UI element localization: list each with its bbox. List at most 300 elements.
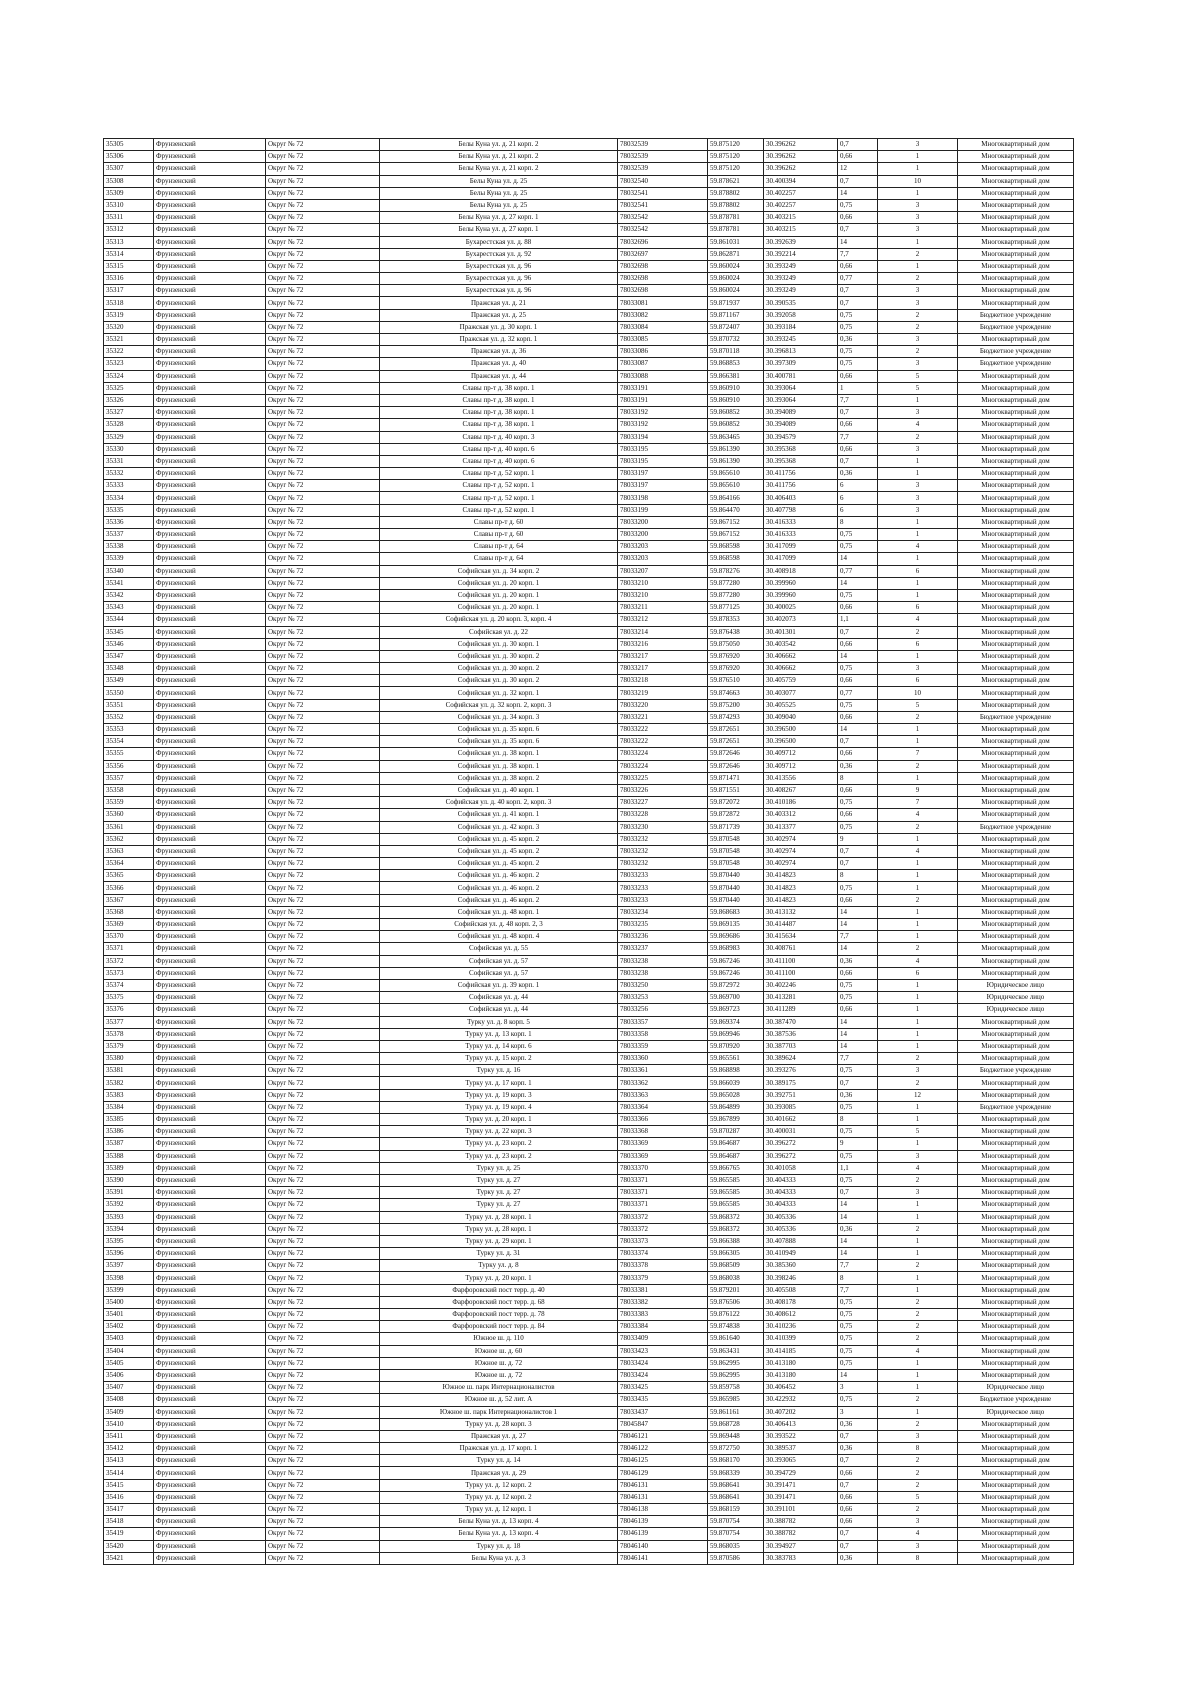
cell-object-type: Многоквартирный дом [958, 1211, 1074, 1223]
cell-district: Фрунзенский [154, 919, 266, 931]
cell-latitude: 59.870548 [708, 833, 764, 845]
cell-address: Турку ул. д. 15 корп. 2 [380, 1053, 618, 1065]
cell-address: Турку ул. д. 27 [380, 1187, 618, 1199]
table-row [104, 979, 1074, 991]
cell-longitude: 30.393276 [764, 1065, 838, 1077]
cell-row-number: 35305 [104, 139, 154, 151]
cell-okrug: Округ № 72 [266, 1479, 380, 1491]
cell-rate: 0,7 [838, 626, 878, 638]
cell-okrug: Округ № 72 [266, 492, 380, 504]
cell-district: Фрунзенский [154, 1138, 266, 1150]
cell-rate: 6 [838, 480, 878, 492]
cell-code: 78033216 [618, 638, 708, 650]
table-row [104, 650, 1074, 662]
cell-longitude: 30.396262 [764, 163, 838, 175]
cell-okrug: Округ № 72 [266, 760, 380, 772]
cell-count: 3 [878, 1150, 958, 1162]
cell-code: 78033228 [618, 809, 708, 821]
cell-rate: 0,75 [838, 797, 878, 809]
cell-code: 78033409 [618, 1333, 708, 1345]
table-row [104, 1211, 1074, 1223]
table-row [104, 480, 1074, 492]
cell-okrug: Округ № 72 [266, 1223, 380, 1235]
cell-code: 78033250 [618, 979, 708, 991]
cell-count: 2 [878, 1333, 958, 1345]
cell-address: Софийская ул. д. 44 [380, 1004, 618, 1016]
cell-longitude: 30.394579 [764, 431, 838, 443]
cell-rate: 8 [838, 772, 878, 784]
cell-longitude: 30.383783 [764, 1552, 838, 1564]
cell-longitude: 30.406403 [764, 492, 838, 504]
cell-okrug: Округ № 72 [266, 1491, 380, 1503]
cell-longitude: 30.393065 [764, 1455, 838, 1467]
cell-okrug: Округ № 72 [266, 931, 380, 943]
cell-latitude: 59.861390 [708, 455, 764, 467]
cell-address: Пражская ул. д. 25 [380, 309, 618, 321]
cell-rate: 0,75 [838, 882, 878, 894]
cell-okrug: Округ № 72 [266, 1150, 380, 1162]
cell-code: 78033224 [618, 760, 708, 772]
cell-okrug: Округ № 72 [266, 1382, 380, 1394]
cell-address: Турку ул. д. 25 [380, 1162, 618, 1174]
cell-object-type: Многоквартирный дом [958, 784, 1074, 796]
cell-district: Фрунзенский [154, 1552, 266, 1564]
cell-address: Турку ул. д. 8 корп. 5 [380, 1016, 618, 1028]
cell-row-number: 35410 [104, 1418, 154, 1430]
table-row [104, 1406, 1074, 1418]
cell-address: Пражская ул. д. 21 [380, 297, 618, 309]
cell-okrug: Округ № 72 [266, 1528, 380, 1540]
table-row [104, 1260, 1074, 1272]
cell-row-number: 35352 [104, 711, 154, 723]
cell-okrug: Округ № 72 [266, 1248, 380, 1260]
cell-row-number: 35416 [104, 1491, 154, 1503]
cell-address: Славы пр-т д. 64 [380, 541, 618, 553]
cell-longitude: 30.410236 [764, 1321, 838, 1333]
cell-rate: 14 [838, 236, 878, 248]
cell-latitude: 59.869723 [708, 1004, 764, 1016]
cell-code: 78033361 [618, 1065, 708, 1077]
cell-row-number: 35372 [104, 955, 154, 967]
cell-row-number: 35407 [104, 1382, 154, 1394]
cell-rate: 0,36 [838, 468, 878, 480]
cell-longitude: 30.413132 [764, 906, 838, 918]
table-row [104, 931, 1074, 943]
cell-count: 2 [878, 1504, 958, 1516]
cell-code: 78046122 [618, 1443, 708, 1455]
cell-object-type: Многоквартирный дом [958, 614, 1074, 626]
cell-latitude: 59.860910 [708, 394, 764, 406]
cell-latitude: 59.860024 [708, 260, 764, 272]
cell-row-number: 35397 [104, 1260, 154, 1272]
cell-rate: 0,36 [838, 1223, 878, 1235]
cell-code: 78046141 [618, 1552, 708, 1564]
cell-code: 78032698 [618, 260, 708, 272]
cell-code: 78033218 [618, 675, 708, 687]
table-row [104, 358, 1074, 370]
cell-code: 78033372 [618, 1223, 708, 1235]
cell-longitude: 30.406662 [764, 650, 838, 662]
cell-latitude: 59.861640 [708, 1333, 764, 1345]
cell-object-type: Многоквартирный дом [958, 504, 1074, 516]
cell-address: Пражская ул. д. 17 корп. 1 [380, 1443, 618, 1455]
cell-object-type: Многоквартирный дом [958, 1016, 1074, 1028]
cell-longitude: 30.398246 [764, 1272, 838, 1284]
cell-address: Турку ул. д. 8 [380, 1260, 618, 1272]
cell-row-number: 35327 [104, 407, 154, 419]
cell-address: Бухарестская ул. д. 96 [380, 285, 618, 297]
cell-address: Софийская ул. д. 45 корп. 2 [380, 845, 618, 857]
cell-object-type: Многоквартирный дом [958, 1235, 1074, 1247]
cell-code: 78033364 [618, 1101, 708, 1113]
cell-address: Софийская ул. д. 35 корп. 6 [380, 736, 618, 748]
cell-address: Славы пр-т д. 52 корп. 1 [380, 492, 618, 504]
cell-code: 78033368 [618, 1126, 708, 1138]
cell-okrug: Округ № 72 [266, 1016, 380, 1028]
cell-count: 4 [878, 614, 958, 626]
cell-rate: 0,66 [838, 1491, 878, 1503]
table-row [104, 1101, 1074, 1113]
cell-okrug: Округ № 72 [266, 321, 380, 333]
cell-longitude: 30.406413 [764, 1418, 838, 1430]
table-row [104, 809, 1074, 821]
table-row [104, 1443, 1074, 1455]
cell-longitude: 30.402974 [764, 845, 838, 857]
cell-object-type: Многоквартирный дом [958, 139, 1074, 151]
cell-latitude: 59.865610 [708, 480, 764, 492]
cell-district: Фрунзенский [154, 358, 266, 370]
table-row [104, 1369, 1074, 1381]
table-row [104, 589, 1074, 601]
cell-rate: 0,36 [838, 334, 878, 346]
cell-address: Бухарестская ул. д. 88 [380, 236, 618, 248]
cell-okrug: Округ № 72 [266, 480, 380, 492]
table-row [104, 858, 1074, 870]
cell-object-type: Многоквартирный дом [958, 1333, 1074, 1345]
cell-rate: 8 [838, 1272, 878, 1284]
cell-object-type: Многоквартирный дом [958, 809, 1074, 821]
cell-rate: 8 [838, 870, 878, 882]
cell-okrug: Округ № 72 [266, 1211, 380, 1223]
cell-okrug: Округ № 72 [266, 1028, 380, 1040]
cell-row-number: 35377 [104, 1016, 154, 1028]
cell-count: 3 [878, 443, 958, 455]
cell-longitude: 30.408267 [764, 784, 838, 796]
cell-district: Фрунзенский [154, 833, 266, 845]
cell-rate: 0,66 [838, 419, 878, 431]
cell-longitude: 30.402246 [764, 979, 838, 991]
cell-object-type: Бюджетное учреждение [958, 321, 1074, 333]
cell-district: Фрунзенский [154, 821, 266, 833]
cell-object-type: Многоквартирный дом [958, 516, 1074, 528]
table-row [104, 1235, 1074, 1247]
table-row [104, 492, 1074, 504]
cell-latitude: 59.867246 [708, 967, 764, 979]
cell-district: Фрунзенский [154, 1248, 266, 1260]
cell-latitude: 59.865585 [708, 1174, 764, 1186]
cell-count: 1 [878, 1357, 958, 1369]
cell-address: Софийская ул. д. 40 корп. 2, корп. 3 [380, 797, 618, 809]
cell-object-type: Многоквартирный дом [958, 541, 1074, 553]
table-row [104, 248, 1074, 260]
cell-address: Южное ш. д. 52 лит. А [380, 1394, 618, 1406]
cell-row-number: 35417 [104, 1504, 154, 1516]
cell-row-number: 35341 [104, 577, 154, 589]
cell-okrug: Округ № 72 [266, 1369, 380, 1381]
cell-count: 1 [878, 858, 958, 870]
cell-longitude: 30.401662 [764, 1114, 838, 1126]
cell-code: 78033372 [618, 1211, 708, 1223]
cell-longitude: 30.392058 [764, 309, 838, 321]
cell-row-number: 35364 [104, 858, 154, 870]
cell-district: Фрунзенский [154, 248, 266, 260]
cell-rate: 0,75 [838, 1126, 878, 1138]
cell-count: 6 [878, 565, 958, 577]
cell-longitude: 30.399960 [764, 577, 838, 589]
cell-code: 78033217 [618, 650, 708, 662]
table-row [104, 199, 1074, 211]
cell-district: Фрунзенский [154, 1235, 266, 1247]
cell-district: Фрунзенский [154, 663, 266, 675]
cell-latitude: 59.862871 [708, 248, 764, 260]
table-row [104, 577, 1074, 589]
cell-count: 2 [878, 1296, 958, 1308]
table-row [104, 1150, 1074, 1162]
cell-longitude: 30.413377 [764, 821, 838, 833]
cell-okrug: Округ № 72 [266, 1394, 380, 1406]
cell-code: 78033233 [618, 882, 708, 894]
table-row [104, 1357, 1074, 1369]
table-row [104, 212, 1074, 224]
cell-row-number: 35398 [104, 1272, 154, 1284]
cell-object-type: Многоквартирный дом [958, 455, 1074, 467]
cell-district: Фрунзенский [154, 1053, 266, 1065]
cell-latitude: 59.868853 [708, 358, 764, 370]
cell-row-number: 35335 [104, 504, 154, 516]
cell-okrug: Округ № 72 [266, 248, 380, 260]
cell-district: Фрунзенский [154, 492, 266, 504]
cell-code: 78033191 [618, 382, 708, 394]
cell-row-number: 35412 [104, 1443, 154, 1455]
cell-row-number: 35404 [104, 1345, 154, 1357]
cell-district: Фрунзенский [154, 979, 266, 991]
cell-longitude: 30.394089 [764, 419, 838, 431]
cell-district: Фрунзенский [154, 1309, 266, 1321]
cell-okrug: Округ № 72 [266, 1174, 380, 1186]
cell-address: Фарфоровский пост терр. д. 40 [380, 1284, 618, 1296]
cell-address: Софийская ул. д. 45 корп. 2 [380, 858, 618, 870]
cell-row-number: 35355 [104, 748, 154, 760]
cell-okrug: Округ № 72 [266, 297, 380, 309]
cell-okrug: Округ № 72 [266, 650, 380, 662]
cell-address: Славы пр-т д. 40 корп. 6 [380, 455, 618, 467]
cell-longitude: 30.391471 [764, 1491, 838, 1503]
table-row [104, 1552, 1074, 1564]
cell-latitude: 59.866388 [708, 1235, 764, 1247]
cell-rate: 0,75 [838, 541, 878, 553]
cell-latitude: 59.859758 [708, 1382, 764, 1394]
cell-object-type: Многоквартирный дом [958, 529, 1074, 541]
cell-count: 1 [878, 919, 958, 931]
cell-count: 2 [878, 821, 958, 833]
cell-code: 78032696 [618, 236, 708, 248]
cell-latitude: 59.867899 [708, 1114, 764, 1126]
cell-code: 78033081 [618, 297, 708, 309]
cell-row-number: 35325 [104, 382, 154, 394]
cell-district: Фрунзенский [154, 553, 266, 565]
cell-address: Турку ул. д. 20 корп. 1 [380, 1114, 618, 1126]
cell-longitude: 30.414487 [764, 919, 838, 931]
cell-code: 78033371 [618, 1199, 708, 1211]
cell-count: 4 [878, 1528, 958, 1540]
cell-object-type: Многоквартирный дом [958, 955, 1074, 967]
cell-longitude: 30.410949 [764, 1248, 838, 1260]
cell-longitude: 30.411100 [764, 955, 838, 967]
cell-rate: 0,36 [838, 955, 878, 967]
cell-object-type: Многоквартирный дом [958, 736, 1074, 748]
cell-count: 6 [878, 967, 958, 979]
cell-longitude: 30.396262 [764, 139, 838, 151]
cell-count: 3 [878, 504, 958, 516]
cell-code: 78033191 [618, 394, 708, 406]
cell-address: Фарфоровский пост терр. д. 78 [380, 1309, 618, 1321]
cell-row-number: 35361 [104, 821, 154, 833]
cell-latitude: 59.870440 [708, 870, 764, 882]
cell-address: Турку ул. д. 14 корп. 6 [380, 1040, 618, 1052]
cell-longitude: 30.387470 [764, 1016, 838, 1028]
cell-code: 78033236 [618, 931, 708, 943]
cell-address: Турку ул. д. 17 корп. 1 [380, 1077, 618, 1089]
table-row [104, 529, 1074, 541]
cell-row-number: 35376 [104, 1004, 154, 1016]
cell-address: Софийская ул. д. 48 корп. 2, 3 [380, 919, 618, 931]
cell-latitude: 59.860910 [708, 382, 764, 394]
cell-district: Фрунзенский [154, 175, 266, 187]
cell-address: Белы Куна ул. д. 13 корп. 4 [380, 1528, 618, 1540]
cell-count: 5 [878, 1491, 958, 1503]
cell-rate: 0,7 [838, 845, 878, 857]
cell-longitude: 30.388782 [764, 1516, 838, 1528]
cell-longitude: 30.400025 [764, 602, 838, 614]
cell-address: Турку ул. д. 28 корп. 1 [380, 1211, 618, 1223]
cell-row-number: 35357 [104, 772, 154, 784]
cell-latitude: 59.870440 [708, 882, 764, 894]
cell-latitude: 59.877125 [708, 602, 764, 614]
cell-object-type: Многоквартирный дом [958, 1260, 1074, 1272]
cell-code: 78033192 [618, 407, 708, 419]
cell-latitude: 59.864687 [708, 1150, 764, 1162]
cell-object-type: Многоквартирный дом [958, 1369, 1074, 1381]
cell-okrug: Округ № 72 [266, 748, 380, 760]
table-row [104, 565, 1074, 577]
cell-okrug: Округ № 72 [266, 821, 380, 833]
cell-okrug: Округ № 72 [266, 382, 380, 394]
cell-count: 3 [878, 224, 958, 236]
cell-count: 1 [878, 1028, 958, 1040]
cell-longitude: 30.402073 [764, 614, 838, 626]
cell-rate: 0,77 [838, 273, 878, 285]
cell-row-number: 35338 [104, 541, 154, 553]
cell-address: Софийская ул. д. 30 корп. 1 [380, 638, 618, 650]
cell-rate: 0,66 [838, 212, 878, 224]
cell-address: Турку ул. д. 29 корп. 1 [380, 1235, 618, 1247]
cell-longitude: 30.396262 [764, 151, 838, 163]
cell-object-type: Многоквартирный дом [958, 480, 1074, 492]
cell-code: 78033374 [618, 1248, 708, 1260]
cell-row-number: 35385 [104, 1114, 154, 1126]
cell-okrug: Округ № 72 [266, 1345, 380, 1357]
cell-row-number: 35345 [104, 626, 154, 638]
cell-longitude: 30.413556 [764, 772, 838, 784]
cell-object-type: Многоквартирный дом [958, 858, 1074, 870]
cell-row-number: 35322 [104, 346, 154, 358]
cell-okrug: Округ № 72 [266, 1333, 380, 1345]
cell-longitude: 30.403215 [764, 212, 838, 224]
cell-okrug: Округ № 72 [266, 1309, 380, 1321]
cell-address: Софийская ул. д. 45 корп. 2 [380, 833, 618, 845]
cell-address: Турку ул. д. 19 корп. 4 [380, 1101, 618, 1113]
cell-rate: 14 [838, 553, 878, 565]
cell-count: 2 [878, 1223, 958, 1235]
cell-district: Фрунзенский [154, 151, 266, 163]
cell-latitude: 59.866039 [708, 1077, 764, 1089]
cell-longitude: 30.408761 [764, 943, 838, 955]
cell-latitude: 59.865585 [708, 1187, 764, 1199]
cell-row-number: 35388 [104, 1150, 154, 1162]
cell-longitude: 30.404333 [764, 1199, 838, 1211]
cell-code: 78033226 [618, 784, 708, 796]
cell-longitude: 30.393245 [764, 334, 838, 346]
cell-code: 78033195 [618, 455, 708, 467]
cell-row-number: 35378 [104, 1028, 154, 1040]
cell-object-type: Юридическое лицо [958, 979, 1074, 991]
cell-district: Фрунзенский [154, 650, 266, 662]
cell-row-number: 35307 [104, 163, 154, 175]
cell-code: 78033214 [618, 626, 708, 638]
cell-longitude: 30.393249 [764, 260, 838, 272]
cell-row-number: 35390 [104, 1174, 154, 1186]
cell-longitude: 30.392751 [764, 1089, 838, 1101]
table-row [104, 468, 1074, 480]
cell-code: 78033369 [618, 1138, 708, 1150]
cell-rate: 0,75 [838, 1357, 878, 1369]
cell-object-type: Многоквартирный дом [958, 1284, 1074, 1296]
cell-longitude: 30.413180 [764, 1357, 838, 1369]
cell-latitude: 59.868339 [708, 1467, 764, 1479]
cell-object-type: Многоквартирный дом [958, 870, 1074, 882]
cell-latitude: 59.872972 [708, 979, 764, 991]
cell-district: Фрунзенский [154, 1187, 266, 1199]
cell-row-number: 35354 [104, 736, 154, 748]
cell-okrug: Округ № 72 [266, 1430, 380, 1442]
cell-row-number: 35418 [104, 1516, 154, 1528]
cell-district: Фрунзенский [154, 529, 266, 541]
table-row [104, 309, 1074, 321]
cell-row-number: 35320 [104, 321, 154, 333]
cell-latitude: 59.861031 [708, 236, 764, 248]
cell-count: 1 [878, 468, 958, 480]
cell-address: Фарфоровский пост терр. д. 68 [380, 1296, 618, 1308]
cell-latitude: 59.872651 [708, 736, 764, 748]
cell-latitude: 59.868728 [708, 1418, 764, 1430]
table-row [104, 711, 1074, 723]
cell-rate: 0,77 [838, 687, 878, 699]
cell-latitude: 59.874663 [708, 687, 764, 699]
cell-address: Турку ул. д. 23 корп. 2 [380, 1150, 618, 1162]
cell-district: Фрунзенский [154, 346, 266, 358]
cell-object-type: Многоквартирный дом [958, 1516, 1074, 1528]
cell-row-number: 35359 [104, 797, 154, 809]
